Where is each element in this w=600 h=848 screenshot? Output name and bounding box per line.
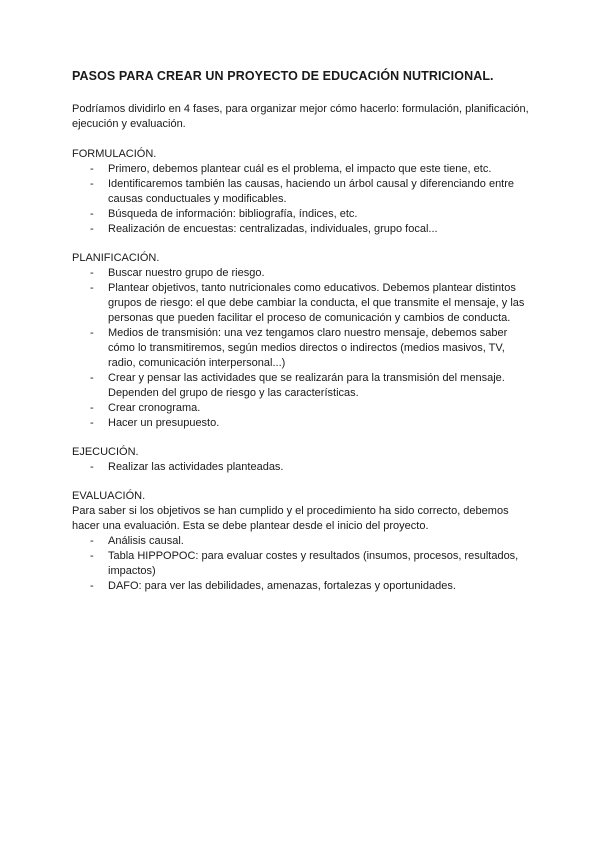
bullet-dash: -	[90, 267, 94, 279]
bullet-list	[72, 266, 532, 431]
list-item-text: DAFO: para ver las debilidades, amenazas, fortalezas y oportunidades.	[108, 580, 456, 592]
bullet-dash: -	[90, 580, 94, 592]
bullet-dash: -	[90, 178, 94, 190]
bullet-dash: -	[90, 282, 94, 294]
bullet-dash: -	[90, 535, 94, 547]
bullet-dash: -	[90, 461, 94, 473]
list-item-text: Plantear objetivos, tanto nutricionales como educativos. Debemos plantear distintos grupos de riesgo: el que debe cambiar la conducta, el que transmite el mensaje, y las personas que pueden facilitar el proceso de comunicación y cambios de conducta.	[108, 282, 525, 324]
section-planificacion	[72, 251, 532, 431]
bullet-dash: -	[90, 550, 94, 562]
bullet-dash: -	[90, 327, 94, 339]
list-item-text: Crear y pensar las actividades que se realizarán para la transmisión del mensaje. Dependen del grupo de riesgo y las características.	[108, 372, 505, 399]
list-item	[72, 222, 532, 237]
section-heading: EJECUCIÓN.	[72, 446, 139, 458]
bullet-dash: -	[90, 402, 94, 414]
bullet-dash: -	[90, 208, 94, 220]
section-evaluacion	[72, 489, 532, 594]
list-item	[72, 207, 532, 222]
list-item	[72, 326, 532, 371]
bullet-dash: -	[90, 163, 94, 175]
list-item	[72, 460, 532, 475]
list-item-text: Realizar las actividades planteadas.	[108, 461, 284, 473]
list-item	[72, 281, 532, 326]
list-item-text: Tabla HIPPOPOC: para evaluar costes y resultados (insumos, procesos, resultados, impactos)	[108, 550, 519, 577]
list-item	[72, 549, 532, 579]
list-item	[72, 579, 532, 594]
list-item-text: Primero, debemos plantear cuál es el problema, el impacto que este tiene, etc.	[108, 163, 492, 175]
section-paragraph: Para saber si los objetivos se han cumplido y el procedimiento ha sido correcto, debemos hacer una evaluación. Esta se debe plantear desde el inicio del proyecto.	[72, 505, 509, 532]
bullet-dash: -	[90, 417, 94, 429]
list-item-text: Medios de transmisión: una vez tengamos claro nuestro mensaje, debemos saber cómo lo transmitiremos, según medios directos o indirectos (medios masivos, TV, radio, comunicación interpersonal...)	[108, 327, 508, 369]
list-item-text: Buscar nuestro grupo de riesgo.	[108, 267, 265, 279]
bullet-list	[72, 460, 532, 475]
list-item-text: Crear cronograma.	[108, 402, 201, 414]
list-item-text: Análisis causal.	[108, 535, 184, 547]
section-ejecucion	[72, 445, 532, 475]
section-heading: FORMULACIÓN.	[72, 148, 157, 160]
list-item-text: Hacer un presupuesto.	[108, 417, 220, 429]
list-item	[72, 416, 532, 431]
section-heading: EVALUACIÓN.	[72, 490, 146, 502]
bullet-list	[72, 534, 532, 594]
section-formulacion	[72, 147, 532, 237]
bullet-dash: -	[90, 223, 94, 235]
bullet-list	[72, 162, 532, 237]
list-item	[72, 401, 532, 416]
list-item-text: Búsqueda de información: bibliografía, índices, etc.	[108, 208, 358, 220]
list-item	[72, 177, 532, 207]
intro-paragraph: Podríamos dividirlo en 4 fases, para organizar mejor cómo hacerlo: formulación, planificación, ejecución y evaluación.	[72, 103, 529, 130]
list-item-text: Realización de encuestas: centralizadas, individuales, grupo focal...	[108, 223, 438, 235]
document-page	[72, 68, 532, 608]
list-item	[72, 534, 532, 549]
bullet-dash: -	[90, 372, 94, 384]
document-title: PASOS PARA CREAR UN PROYECTO DE EDUCACIÓN NUTRICIONAL.	[72, 69, 494, 83]
list-item-text: Identificaremos también las causas, haciendo un árbol causal y diferenciando entre causas conductuales y modificables.	[108, 178, 515, 205]
list-item	[72, 371, 532, 401]
list-item	[72, 266, 532, 281]
list-item	[72, 162, 532, 177]
section-heading: PLANIFICACIÓN.	[72, 252, 160, 264]
